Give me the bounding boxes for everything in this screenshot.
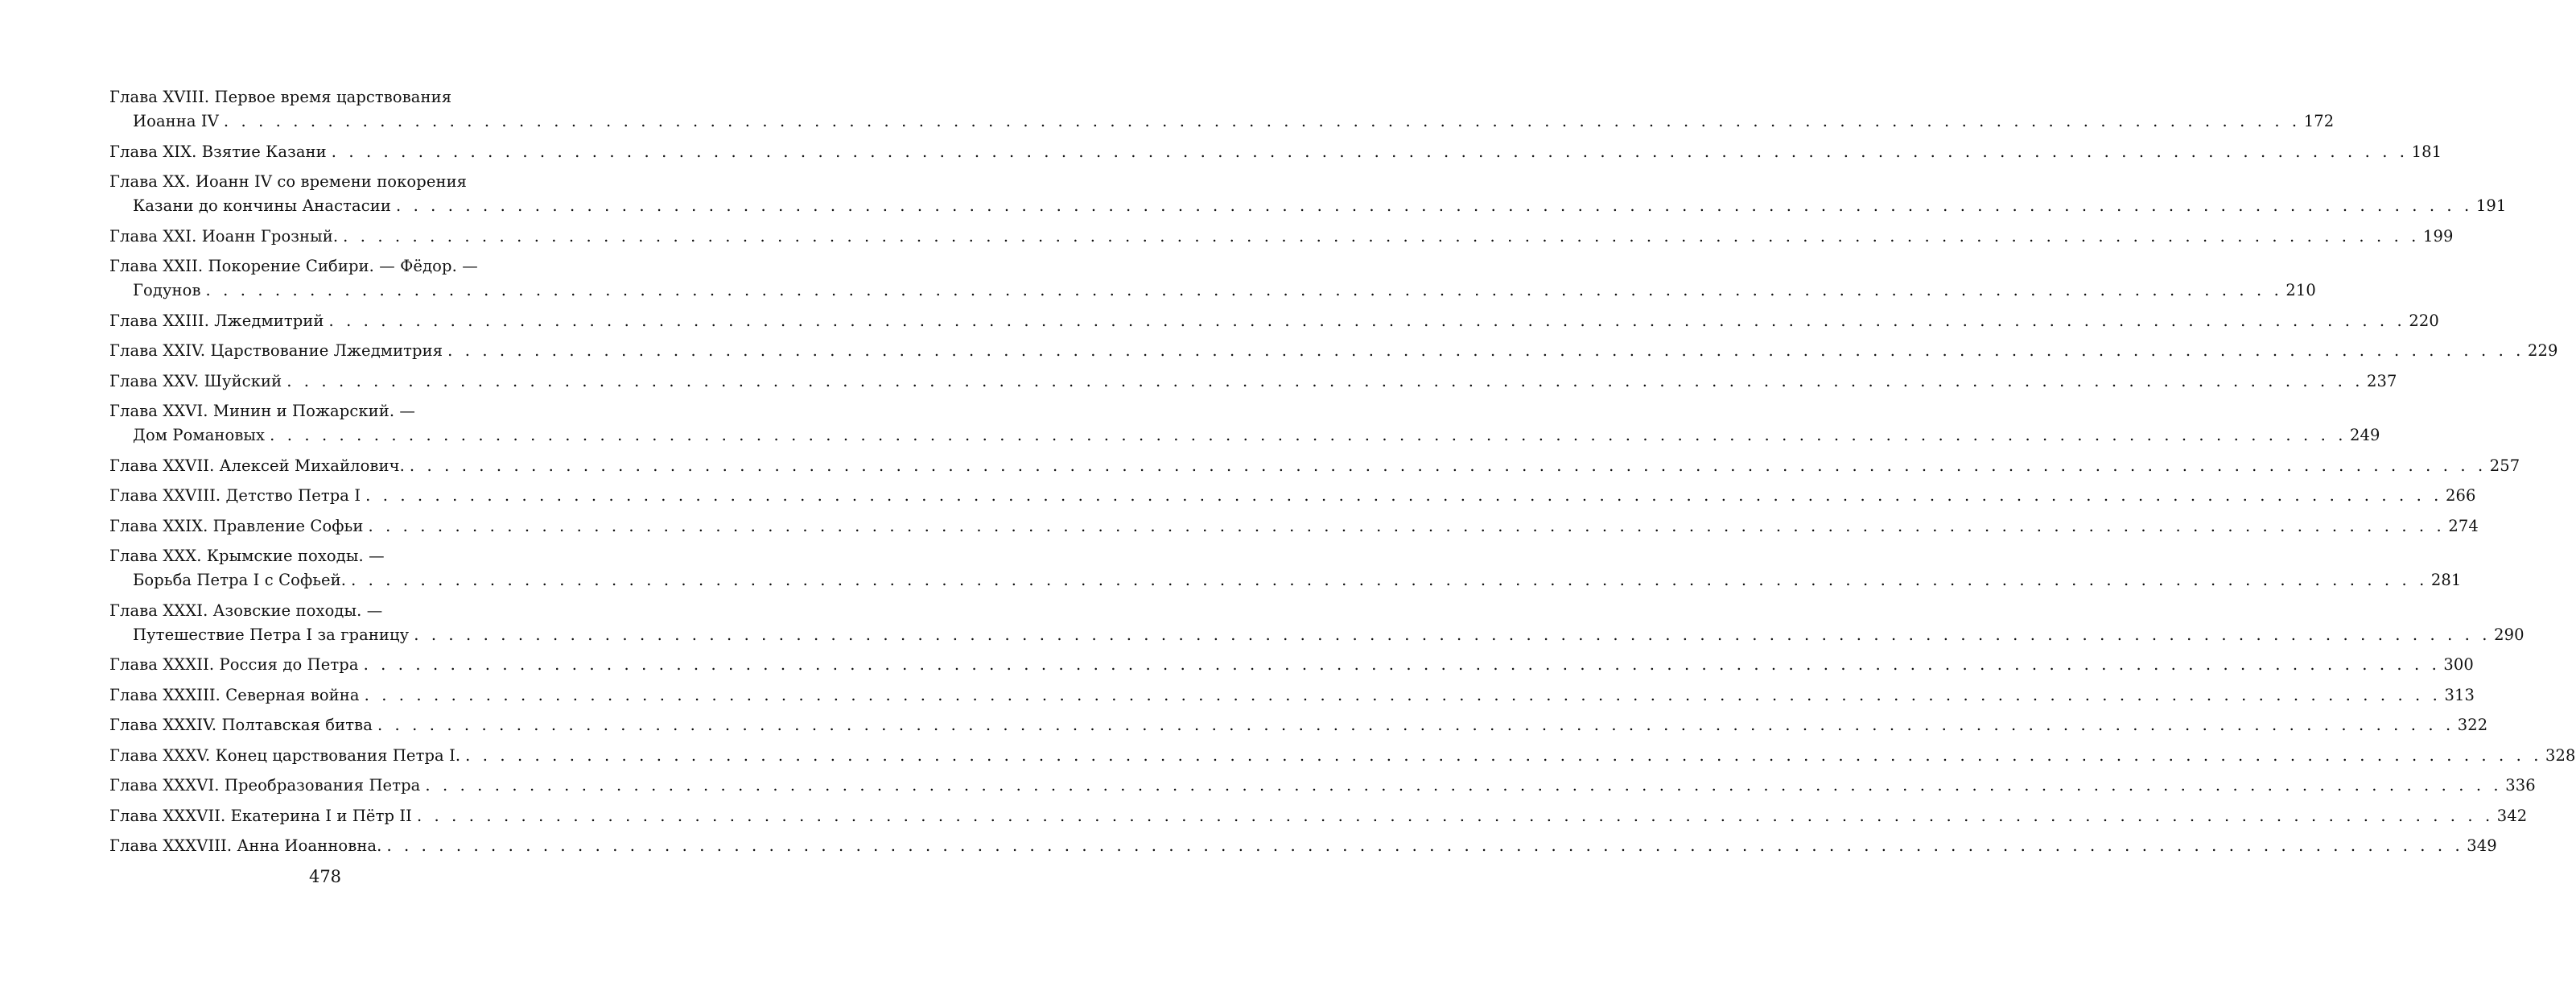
dot-leader: . . . . . . . . . . . . . . . . . . . . . . . . . . . . . . . . . . . . . . . . . . . . . . . . . . . . . . . . . . . . . . . . . . . . . . . . . . . . . . . . . . . . . . . . . . . . . . . . . . . . . . . . . . . . . . . . . . . . . . . . [365, 486, 2442, 505]
toc-entry-last-line [109, 309, 2439, 333]
dot-leader: . . . . . . . . . . . . . . . . . . . . . . . . . . . . . . . . . . . . . . . . . . . . . . . . . . . . . . . . . . . . . . . . . . . . . . . . . . . . . . . . . . . . . . . . . . . . . . . . . . . . . . . . . . . . . . . . . . . . . . . . [223, 112, 2301, 130]
toc-entry-page: 328 [2545, 745, 2576, 765]
toc-entry-title: Глава XXXIV. Полтавская битва [109, 716, 373, 734]
toc-entry [109, 544, 2462, 592]
toc-entry-line [109, 599, 542, 623]
toc-entry-title: Годунов [133, 281, 201, 299]
toc-entry-title: Глава XXI. Иоанн Грозный. [109, 226, 339, 246]
toc-entry [109, 683, 2475, 708]
toc-entry-title: Иоанна IV [133, 112, 219, 130]
toc-entry-page: 266 [2445, 486, 2476, 505]
toc-entry [109, 774, 2536, 798]
toc-entry [109, 834, 2497, 858]
toc-entry-title: Глава XXIII. Лжедмитрий [109, 311, 324, 330]
toc-entry [109, 804, 2528, 828]
toc-entry-last-line [109, 140, 2442, 164]
toc-entry [109, 254, 2316, 303]
toc-entry [109, 339, 2558, 363]
dot-leader: . . . . . . . . . . . . . . . . . . . . . . . . . . . . . . . . . . . . . . . . . . . . . . . . . . . . . . . . . . . . . . . . . . . . . . . . . . . . . . . . . . . . . . . . . . . . . . . . . . . . . . . . . . . . . . . . . . . . . . . . [386, 836, 2464, 855]
page-number: 478 [308, 867, 342, 886]
toc-entry [109, 309, 2439, 333]
dot-leader: . . . . . . . . . . . . . . . . . . . . . . . . . . . . . . . . . . . . . . . . . . . . . . . . . . . . . . . . . . . . . . . . . . . . . . . . . . . . . . . . . . . . . . . . . . . . . . . . . . . . . . . . . . . . . . . . . . . . . . . . [351, 571, 2428, 589]
toc-entry [109, 399, 2380, 448]
toc-entry-title: Глава XXIX. Правление Софьи [109, 516, 364, 535]
toc-entry-last-line [109, 713, 2488, 737]
dot-leader: . . . . . . . . . . . . . . . . . . . . . . . . . . . . . . . . . . . . . . . . . . . . . . . . . . . . . . . . . . . . . . . . . . . . . . . . . . . . . . . . . . . . . . . . . . . . . . . . . . . . . . . . . . . . . . . . . . . . . . . . [425, 776, 2503, 795]
dot-leader: . . . . . . . . . . . . . . . . . . . . . . . . . . . . . . . . . . . . . . . . . . . . . . . . . . . . . . . . . . . . . . . . . . . . . . . . . . . . . . . . . . . . . . . . . . . . . . . . . . . . . . . . . . . . . . . . . . . . . . . . [447, 341, 2524, 360]
toc-entry [109, 369, 2397, 394]
toc-entry [109, 514, 2479, 539]
toc-entry-title: Глава XXVI. Минин и Пожарский. — [109, 402, 416, 420]
toc-entry-page: 300 [2443, 655, 2474, 674]
toc-entry-title: Глава XXIV. Царствование Лжедмитрия [109, 341, 443, 360]
toc-entry-title: Глава XXVIII. Детство Петра I [109, 486, 361, 505]
toc-entry-line [109, 254, 542, 279]
toc-entry-page: 342 [2496, 806, 2528, 825]
toc-entry-page: 249 [2350, 426, 2380, 444]
dot-leader: . . . . . . . . . . . . . . . . . . . . . . . . . . . . . . . . . . . . . . . . . . . . . . . . . . . . . . . . . . . . . . . . . . . . . . . . . . . . . . . . . . . . . . . . . . . . . . . . . . . . . . . . . . . . . . . . . . . . . . . . [343, 226, 2420, 246]
toc-entry [109, 713, 2488, 737]
toc-entry-title: Глава XVIII. Первое время царствования [109, 88, 452, 106]
toc-entry-title: Глава XXXV. Конец царствования Петра I. [109, 745, 461, 765]
toc-entry-page: 281 [2430, 571, 2462, 589]
dot-leader: . . . . . . . . . . . . . . . . . . . . . . . . . . . . . . . . . . . . . . . . . . . . . . . . . . . . . . . . . . . . . . . . . . . . . . . . . . . . . . . . . . . . . . . . . . . . . . . . . . . . . . . . . . . . . . . . . . . . . . . . [328, 311, 2406, 330]
toc-entry-title: Глава XXXII. Россия до Петра [109, 655, 359, 674]
toc-entry-title: Глава XXXVIII. Анна Иоанновна. [109, 836, 382, 855]
toc-entry-title: Глава XXX. Крымские походы. — [109, 547, 385, 565]
toc-entry-title: Борьба Петра I с Софьей. [133, 571, 347, 589]
toc-entry-last-line [109, 623, 2524, 647]
toc-entry-title: Путешествие Петра I за границу [133, 625, 410, 644]
toc-entry [109, 454, 2520, 478]
toc-entry [109, 85, 2335, 134]
dot-leader: . . . . . . . . . . . . . . . . . . . . . . . . . . . . . . . . . . . . . . . . . . . . . . . . . . . . . . . . . . . . . . . . . . . . . . . . . . . . . . . . . . . . . . . . . . . . . . . . . . . . . . . . . . . . . . . . . . . . . . . . [465, 745, 2543, 765]
dot-leader: . . . . . . . . . . . . . . . . . . . . . . . . . . . . . . . . . . . . . . . . . . . . . . . . . . . . . . . . . . . . . . . . . . . . . . . . . . . . . . . . . . . . . . . . . . . . . . . . . . . . . . . . . . . . . . . . . . . . . . . . [409, 456, 2487, 475]
toc-entry-page: 322 [2457, 716, 2488, 734]
toc-entry-page: 199 [2422, 226, 2454, 246]
toc-entry [109, 140, 2442, 164]
toc-entry-last-line [109, 774, 2536, 798]
toc-entry-page: 191 [2475, 196, 2507, 215]
toc-entry [109, 653, 2474, 677]
toc-entry-line [109, 399, 542, 423]
dot-leader: . . . . . . . . . . . . . . . . . . . . . . . . . . . . . . . . . . . . . . . . . . . . . . . . . . . . . . . . . . . . . . . . . . . . . . . . . . . . . . . . . . . . . . . . . . . . . . . . . . . . . . . . . . . . . . . . . . . . . . . . [205, 281, 2283, 299]
toc-entry-page: 313 [2444, 685, 2475, 704]
toc-entry-title: Глава XXVII. Алексей Михайлович. [109, 456, 405, 475]
toc-entry-title: Глава XXV. Шуйский [109, 371, 282, 390]
toc-entry-last-line [109, 225, 2454, 249]
dot-leader: . . . . . . . . . . . . . . . . . . . . . . . . . . . . . . . . . . . . . . . . . . . . . . . . . . . . . . . . . . . . . . . . . . . . . . . . . . . . . . . . . . . . . . . . . . . . . . . . . . . . . . . . . . . . . . . . . . . . . . . . [364, 685, 2442, 704]
toc-entry-last-line [109, 423, 2380, 448]
dot-leader: . . . . . . . . . . . . . . . . . . . . . . . . . . . . . . . . . . . . . . . . . . . . . . . . . . . . . . . . . . . . . . . . . . . . . . . . . . . . . . . . . . . . . . . . . . . . . . . . . . . . . . . . . . . . . . . . . . . . . . . . [270, 426, 2347, 444]
dot-leader: . . . . . . . . . . . . . . . . . . . . . . . . . . . . . . . . . . . . . . . . . . . . . . . . . . . . . . . . . . . . . . . . . . . . . . . . . . . . . . . . . . . . . . . . . . . . . . . . . . . . . . . . . . . . . . . . . . . . . . . . [368, 516, 2446, 535]
toc-entry-page: 181 [2411, 142, 2442, 161]
toc-entry-page: 172 [2303, 112, 2335, 130]
toc-entry-last-line [109, 194, 2507, 218]
toc-entry [109, 484, 2476, 508]
toc-entry-title: Глава XXXVII. Екатерина I и Пётр II [109, 806, 412, 825]
toc-entry-last-line [109, 454, 2520, 478]
toc-entry-page: 336 [2505, 776, 2536, 795]
toc-entry-last-line [109, 369, 2397, 394]
toc-entry-page: 210 [2285, 281, 2316, 299]
toc-entry-title: Дом Романовых [133, 426, 266, 444]
toc-entry-last-line [109, 279, 2316, 303]
toc-entry-line [109, 85, 542, 109]
toc-entry-page: 349 [2467, 836, 2497, 855]
dot-leader: . . . . . . . . . . . . . . . . . . . . . . . . . . . . . . . . . . . . . . . . . . . . . . . . . . . . . . . . . . . . . . . . . . . . . . . . . . . . . . . . . . . . . . . . . . . . . . . . . . . . . . . . . . . . . . . . . . . . . . . . [286, 371, 2364, 390]
toc-entry-last-line [109, 514, 2479, 539]
dot-leader: . . . . . . . . . . . . . . . . . . . . . . . . . . . . . . . . . . . . . . . . . . . . . . . . . . . . . . . . . . . . . . . . . . . . . . . . . . . . . . . . . . . . . . . . . . . . . . . . . . . . . . . . . . . . . . . . . . . . . . . . [414, 625, 2492, 644]
toc-entry-line [109, 544, 542, 568]
toc-entry-last-line [109, 568, 2462, 592]
toc-entry-page: 290 [2494, 625, 2524, 644]
toc-entry-page: 229 [2527, 341, 2558, 360]
toc-entry-title: Глава XXXI. Азовские походы. — [109, 601, 383, 620]
dot-leader: . . . . . . . . . . . . . . . . . . . . . . . . . . . . . . . . . . . . . . . . . . . . . . . . . . . . . . . . . . . . . . . . . . . . . . . . . . . . . . . . . . . . . . . . . . . . . . . . . . . . . . . . . . . . . . . . . . . . . . . . [416, 806, 2494, 825]
toc-entry-title: Глава XIX. Взятие Казани [109, 142, 327, 161]
toc-entry-last-line [109, 109, 2335, 134]
toc-entry-page: 220 [2409, 311, 2439, 330]
toc-entry-last-line [109, 653, 2474, 677]
toc-entry-title: Глава XXXIII. Северная война [109, 685, 360, 704]
dot-leader: . . . . . . . . . . . . . . . . . . . . . . . . . . . . . . . . . . . . . . . . . . . . . . . . . . . . . . . . . . . . . . . . . . . . . . . . . . . . . . . . . . . . . . . . . . . . . . . . . . . . . . . . . . . . . . . . . . . . . . . . [363, 655, 2441, 674]
toc-entry-last-line [109, 834, 2497, 858]
dot-leader: . . . . . . . . . . . . . . . . . . . . . . . . . . . . . . . . . . . . . . . . . . . . . . . . . . . . . . . . . . . . . . . . . . . . . . . . . . . . . . . . . . . . . . . . . . . . . . . . . . . . . . . . . . . . . . . . . . . . . . . . [395, 196, 2473, 215]
toc-entry-last-line [109, 339, 2558, 363]
toc-entry [109, 599, 2524, 647]
toc-entry-page: 257 [2489, 456, 2520, 475]
dot-leader: . . . . . . . . . . . . . . . . . . . . . . . . . . . . . . . . . . . . . . . . . . . . . . . . . . . . . . . . . . . . . . . . . . . . . . . . . . . . . . . . . . . . . . . . . . . . . . . . . . . . . . . . . . . . . . . . . . . . . . . . [331, 142, 2409, 161]
toc-entry [109, 744, 2576, 768]
dot-leader: . . . . . . . . . . . . . . . . . . . . . . . . . . . . . . . . . . . . . . . . . . . . . . . . . . . . . . . . . . . . . . . . . . . . . . . . . . . . . . . . . . . . . . . . . . . . . . . . . . . . . . . . . . . . . . . . . . . . . . . . [377, 716, 2454, 734]
toc-entry-last-line [109, 804, 2528, 828]
toc-entry-page: 237 [2367, 371, 2397, 390]
toc-entry [109, 225, 2454, 249]
toc-entry [109, 170, 2507, 218]
toc-entry-title: Глава XXXVI. Преобразования Петра [109, 776, 421, 795]
toc-entry-title: Глава XXII. Покорение Сибири. — Фёдор. — [109, 257, 478, 275]
toc-entry-last-line [109, 683, 2475, 708]
toc-entry-last-line [109, 484, 2476, 508]
table-of-contents [109, 85, 2576, 865]
toc-entry-page: 274 [2448, 516, 2479, 535]
toc-entry-last-line [109, 744, 2576, 768]
toc-entry-title: Казани до кончины Анастасии [133, 196, 391, 215]
toc-entry-line [109, 170, 542, 194]
toc-entry-title: Глава XX. Иоанн IV со времени покорения [109, 172, 468, 191]
